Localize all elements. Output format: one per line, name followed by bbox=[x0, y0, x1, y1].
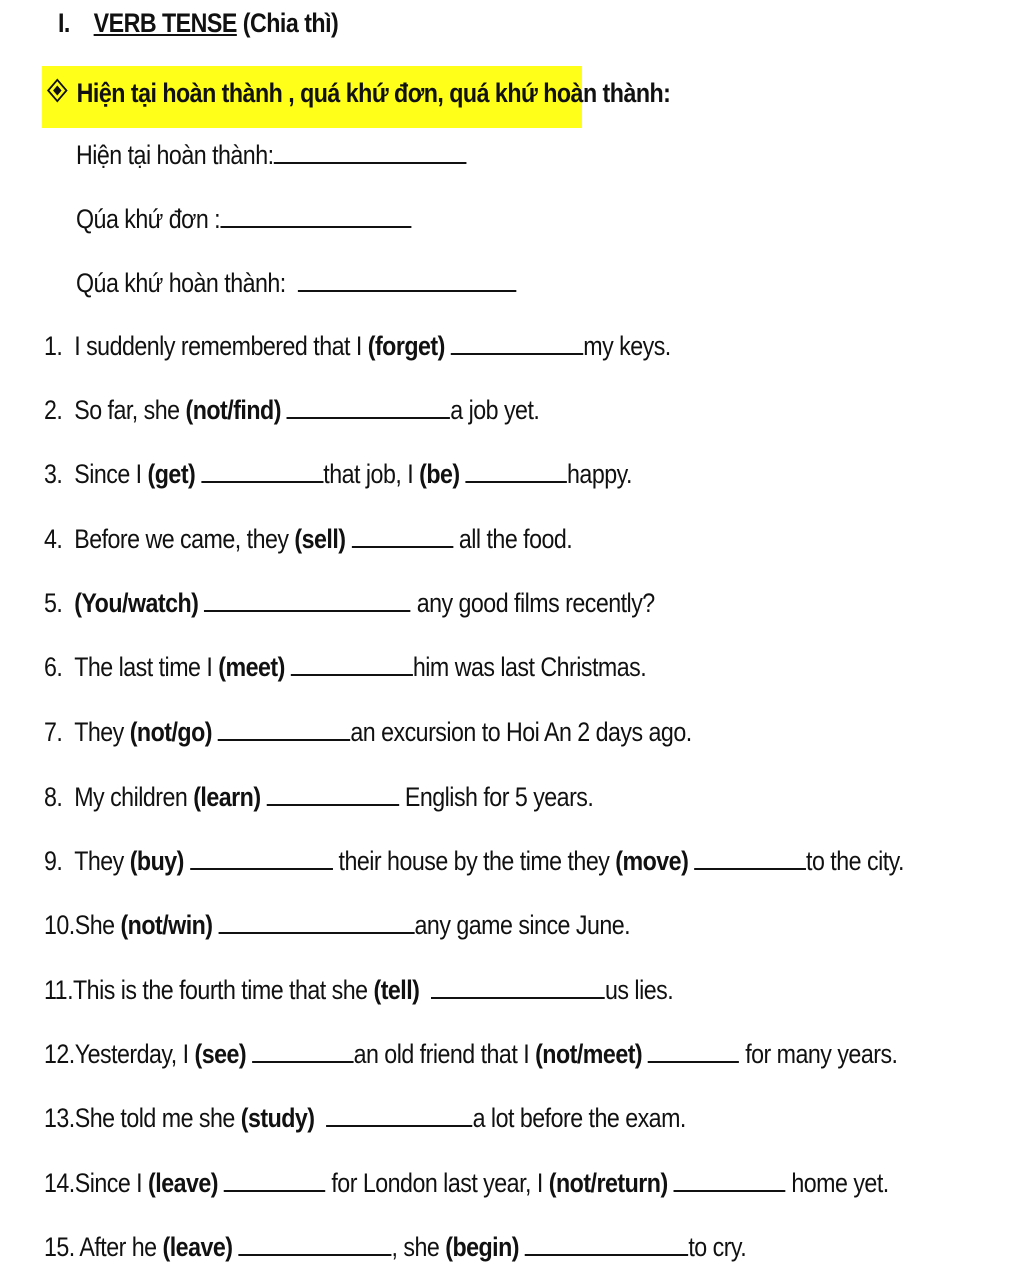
verb-prompt: (not/find) bbox=[185, 395, 281, 425]
question-11 bbox=[44, 973, 673, 1007]
question-number: 10. bbox=[44, 910, 75, 940]
question-number: 7. bbox=[44, 717, 63, 747]
answer-blank[interactable] bbox=[326, 1103, 472, 1127]
answer-blank[interactable] bbox=[525, 1232, 688, 1256]
verb-prompt: (learn) bbox=[193, 782, 261, 812]
answer-blank[interactable] bbox=[224, 1168, 325, 1192]
answer-blank[interactable] bbox=[291, 652, 413, 676]
tenses-heading-text: Hiện tại hoàn thành , quá khứ đơn, quá khứ hoàn thành: bbox=[76, 78, 671, 108]
question-text: This is the fourth time that she bbox=[73, 975, 368, 1005]
question-14 bbox=[44, 1166, 889, 1200]
question-10 bbox=[44, 908, 630, 942]
question-text: , she bbox=[391, 1232, 440, 1262]
question-text: She bbox=[74, 910, 115, 940]
question-text: After he bbox=[79, 1232, 157, 1262]
question-text: all the food. bbox=[458, 524, 573, 554]
question-1 bbox=[44, 329, 671, 363]
verb-prompt: (move) bbox=[615, 846, 689, 876]
question-text: Yesterday, I bbox=[74, 1039, 189, 1069]
tense-def-past-perfect bbox=[76, 266, 516, 300]
question-number: 2. bbox=[44, 395, 63, 425]
question-number: 12. bbox=[44, 1039, 75, 1069]
question-12 bbox=[44, 1037, 897, 1071]
verb-prompt: (forget) bbox=[367, 331, 445, 361]
question-text: to the city. bbox=[806, 846, 904, 876]
question-text: My children bbox=[74, 782, 188, 812]
tense-def-label: Qúa khứ đơn : bbox=[76, 204, 221, 234]
question-8 bbox=[44, 780, 593, 814]
question-number: 1. bbox=[44, 331, 63, 361]
question-6 bbox=[44, 650, 646, 684]
question-text: They bbox=[74, 717, 124, 747]
answer-blank[interactable] bbox=[431, 975, 605, 999]
question-text: us lies. bbox=[605, 975, 674, 1005]
answer-blank[interactable] bbox=[204, 588, 410, 612]
question-2 bbox=[44, 393, 539, 427]
question-text: my keys. bbox=[583, 331, 671, 361]
question-text: for many years. bbox=[745, 1039, 898, 1069]
question-text: any good films recently? bbox=[416, 588, 655, 618]
question-text: a lot before the exam. bbox=[472, 1103, 686, 1133]
answer-blank[interactable] bbox=[238, 1232, 391, 1256]
question-text: Since I bbox=[74, 1168, 143, 1198]
answer-blank[interactable] bbox=[220, 204, 411, 228]
answer-blank[interactable] bbox=[466, 459, 567, 483]
question-text: any game since June. bbox=[414, 910, 631, 940]
answer-blank[interactable] bbox=[218, 910, 414, 934]
question-number: 14. bbox=[44, 1168, 75, 1198]
question-text: home yet. bbox=[791, 1168, 889, 1198]
tenses-heading bbox=[50, 76, 670, 110]
verb-prompt: (not/return) bbox=[548, 1168, 668, 1198]
question-text: an old friend that I bbox=[353, 1039, 530, 1069]
question-5 bbox=[44, 586, 655, 620]
tense-def-label: Qúa khứ hoàn thành: bbox=[76, 268, 286, 298]
verb-prompt: (be) bbox=[419, 459, 460, 489]
verb-prompt: (sell) bbox=[294, 524, 346, 554]
tense-def-label: Hiện tại hoàn thành: bbox=[76, 140, 274, 170]
section-subtitle: (Chia thì) bbox=[242, 8, 339, 38]
question-text: She told me she bbox=[74, 1103, 235, 1133]
verb-prompt: (leave) bbox=[162, 1232, 233, 1262]
verb-prompt: (not/meet) bbox=[535, 1039, 643, 1069]
verb-prompt: (see) bbox=[194, 1039, 247, 1069]
tense-def-present-perfect bbox=[76, 138, 466, 172]
answer-blank[interactable] bbox=[287, 395, 450, 419]
answer-blank[interactable] bbox=[201, 459, 323, 483]
section-title bbox=[58, 6, 338, 40]
question-number: 15. bbox=[44, 1232, 75, 1262]
verb-prompt: (You/watch) bbox=[74, 588, 199, 618]
verb-prompt: (get) bbox=[147, 459, 196, 489]
answer-blank[interactable] bbox=[267, 782, 399, 806]
question-number: 4. bbox=[44, 524, 63, 554]
question-9 bbox=[44, 844, 904, 878]
question-number: 9. bbox=[44, 846, 63, 876]
verb-prompt: (begin) bbox=[445, 1232, 520, 1262]
question-text: They bbox=[74, 846, 124, 876]
question-text: happy. bbox=[567, 459, 632, 489]
question-text: Since I bbox=[74, 459, 142, 489]
section-title-text: VERB TENSE bbox=[93, 8, 237, 38]
answer-blank[interactable] bbox=[674, 1168, 786, 1192]
question-text: an excursion to Hoi An 2 days ago. bbox=[350, 717, 692, 747]
question-text: for London last year, I bbox=[331, 1168, 543, 1198]
verb-prompt: (study) bbox=[240, 1103, 315, 1133]
question-text: Before we came, they bbox=[74, 524, 289, 554]
question-number: 13. bbox=[44, 1103, 75, 1133]
question-7 bbox=[44, 715, 692, 749]
question-text: him was last Christmas. bbox=[412, 652, 647, 682]
answer-blank[interactable] bbox=[351, 524, 452, 548]
question-text: The last time I bbox=[74, 652, 213, 682]
answer-blank[interactable] bbox=[694, 846, 806, 870]
answer-blank[interactable] bbox=[274, 140, 467, 164]
answer-blank[interactable] bbox=[648, 1039, 739, 1063]
verb-prompt: (not/win) bbox=[120, 910, 213, 940]
tense-def-past-simple bbox=[76, 202, 411, 236]
verb-prompt: (not/go) bbox=[129, 717, 212, 747]
question-text: English for 5 years. bbox=[404, 782, 594, 812]
question-text: So far, she bbox=[74, 395, 180, 425]
question-number: 5. bbox=[44, 588, 63, 618]
diamond-bullet-icon bbox=[47, 78, 68, 102]
answer-blank[interactable] bbox=[190, 846, 333, 870]
answer-blank[interactable] bbox=[252, 1039, 353, 1063]
question-15 bbox=[44, 1230, 746, 1264]
verb-prompt: (tell) bbox=[373, 975, 420, 1005]
question-text: a job yet. bbox=[450, 395, 540, 425]
verb-prompt: (buy) bbox=[129, 846, 184, 876]
question-13 bbox=[44, 1101, 686, 1135]
question-number: 11. bbox=[44, 975, 74, 1005]
question-4 bbox=[44, 522, 572, 556]
verb-prompt: (leave) bbox=[148, 1168, 219, 1198]
question-text: to cry. bbox=[688, 1232, 747, 1262]
question-text: that job, I bbox=[323, 459, 414, 489]
question-3 bbox=[44, 457, 632, 491]
question-number: 6. bbox=[44, 652, 63, 682]
question-number: 8. bbox=[44, 782, 63, 812]
verb-prompt: (meet) bbox=[218, 652, 285, 682]
answer-blank[interactable] bbox=[451, 331, 583, 355]
answer-blank[interactable] bbox=[298, 268, 516, 292]
question-number: 3. bbox=[44, 459, 63, 489]
question-text: their house by the time they bbox=[338, 846, 610, 876]
section-number: I. bbox=[58, 8, 70, 38]
question-text: I suddenly remembered that I bbox=[74, 331, 362, 361]
answer-blank[interactable] bbox=[218, 717, 350, 741]
